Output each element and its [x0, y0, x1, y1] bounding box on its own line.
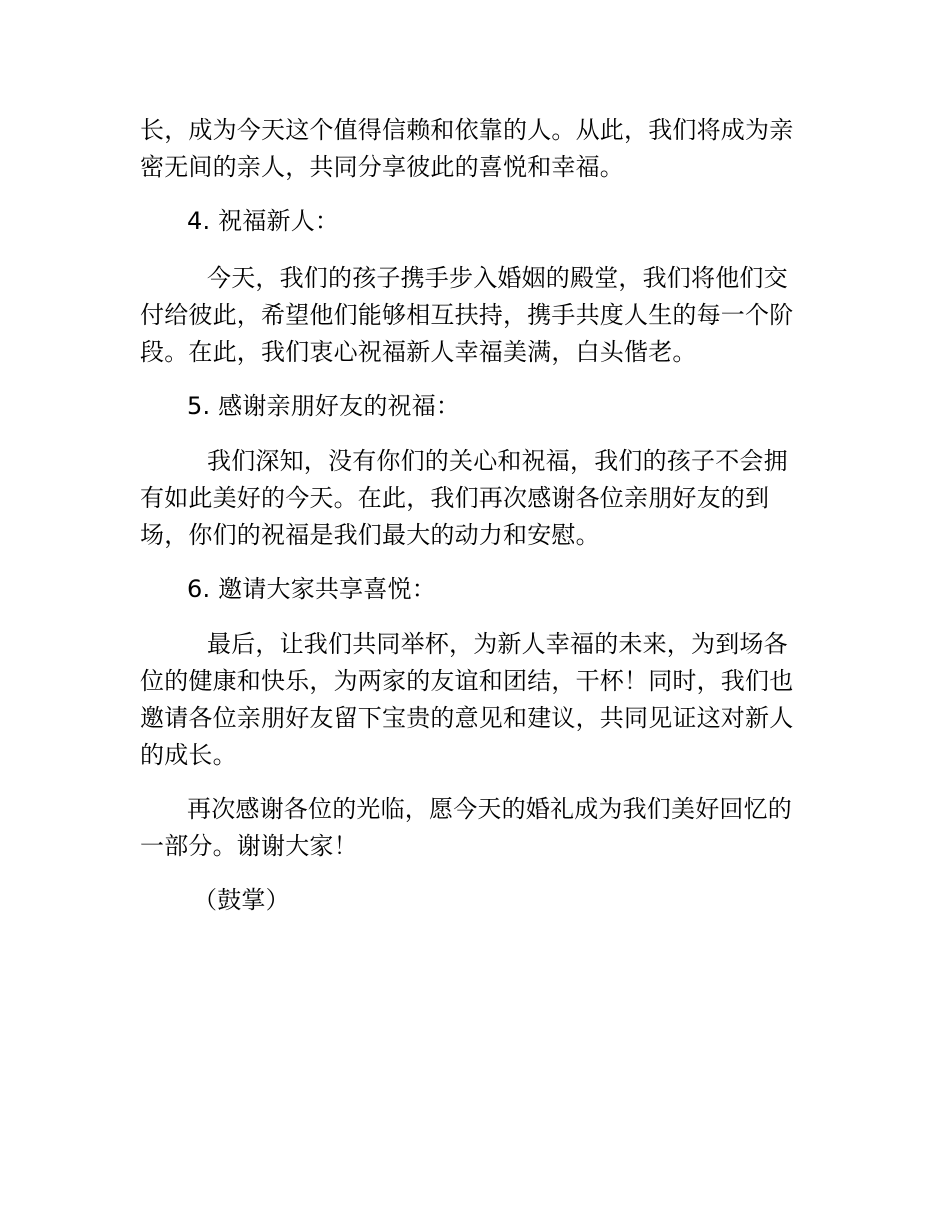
section-heading-5: 5. 感谢亲朋好友的祝福： [187, 392, 461, 420]
section-heading-4: 4. 祝福新人： [187, 207, 340, 235]
paragraph-blessing-line-1: 今天，我们的孩子携手步入婚姻的殿堂，我们将他们交 [207, 264, 788, 292]
paragraph-toast-line-1: 最后，让我们共同举杯，为新人幸福的未来，为到场各 [207, 630, 788, 658]
paragraph-closing-line-2: 一部分。谢谢大家！ [140, 832, 358, 860]
paragraph-thanks-line-3: 场，你们的祝福是我们最大的动力和安慰。 [140, 521, 600, 549]
paragraph-continuation-line-1: 长，成为今天这个值得信赖和依靠的人。从此，我们将成为亲 [140, 116, 794, 144]
paragraph-thanks-line-2: 有如此美好的今天。在此，我们再次感谢各位亲朋好友的到 [140, 484, 770, 512]
paragraph-continuation-line-2: 密无间的亲人，共同分享彼此的喜悦和幸福。 [140, 153, 624, 181]
applause-note: （鼓掌） [193, 886, 290, 914]
paragraph-blessing-line-2: 付给彼此，希望他们能够相互扶持，携手共度人生的每一个阶 [140, 301, 794, 329]
paragraph-thanks-line-1: 我们深知，没有你们的关心和祝福，我们的孩子不会拥 [207, 447, 788, 475]
section-heading-6: 6. 邀请大家共享喜悦： [187, 575, 436, 603]
paragraph-blessing-line-3: 段。在此，我们衷心祝福新人幸福美满，白头偕老。 [140, 338, 697, 366]
paragraph-closing-line-1: 再次感谢各位的光临，愿今天的婚礼成为我们美好回忆的 [187, 795, 792, 823]
paragraph-toast-line-3: 邀请各位亲朋好友留下宝贵的意见和建议，共同见证这对新人 [140, 704, 794, 732]
paragraph-toast-line-4: 的成长。 [140, 741, 237, 769]
paragraph-toast-line-2: 位的健康和快乐，为两家的友谊和团结，干杯！同时，我们也 [140, 667, 794, 695]
